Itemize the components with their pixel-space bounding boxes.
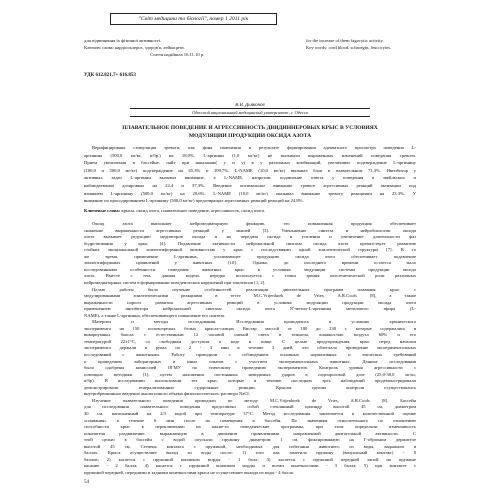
body-line: в/бр). В исследовании использовали тех крыс, которые в течение последних трех наблюдений продемонстрировали [84, 379, 416, 384]
header-rule [130, 108, 370, 109]
article-title-line: МОДУЛЯЦИИ ПРОДУКЦИИ ОКСИДА АЗОТА [188, 133, 312, 139]
body-line: этой целью в бассейн с водой опускали пружину диаметром 1 см, фиксированную на Г-образном держателе [84, 438, 416, 443]
body-line: NAME), а также L-аргинина, обеспечивающего повышение его синтеза. [84, 313, 226, 318]
body-line: эксперимента на 150 половозрелых белых крысах-самцах Вистар массой от 180 до 230 г, которые содержались в [84, 326, 416, 331]
previous-article-line-en: for the increase of them fagocytic activity. [306, 39, 384, 43]
body-line: касание - 2 балла; 4) касается с пружиной кончиком морды и всеми конечностями - 3 балла; 5) при контакте с [84, 464, 416, 469]
previous-article-keywords: Ключові слова: кардіосклероз, здоров'я, лейкоцити. [84, 46, 185, 50]
body-line: Оксид азота выполняет нейромедиаторную функцию, его повышенная продукция обеспечивает [92, 222, 416, 226]
body-line: эпилептиформных проявлений у животных [10]. Однако, до последнего времени остается мало [84, 261, 416, 266]
abstract-line: (100,0 и 500,0 мг/кг) подтверждение на 65,3% и 109,7%. L-NAME (10,0 мг/кг) вызывал блок в плавательном 71,3%. Ингибитор у [84, 168, 416, 173]
abstract-line: активных задач L-аргинин вызывал внимание, а L-NAME, напротив, подавление ответа у поведения в эвейльских и [84, 176, 416, 181]
body-line: снижение выраженности агрессивных реакций у мышей [3]. Уменьшение синтеза и нейробиологии оксида [84, 228, 416, 233]
body-line: Материал и методы исследования. Исследования проводились в условиях хронического [92, 320, 416, 325]
body-line: модулированными эпилептическими реакциями в тесте M.C.Vrijenhoek de Vries, A.R.Cools [8], а также [84, 294, 416, 299]
body-line: пружиной передней, передними и задними конечностями крыса не осуществляет выхода из воды - 4 балла. [84, 470, 294, 475]
body-line: к проведению лабораторных и иных опытов с участием экспериментальных животных. Данные исследования [84, 359, 416, 364]
body-line: нейромедиаторных систем в формировании поведенческих нарушений при эпилепсии [1, 2]. [84, 280, 266, 285]
abstract-line: наблюдаемыми дозировках на 22,4 и 37,3%. Введение оптимальное внимание тревоге агрессивных реакций активации под [84, 184, 416, 188]
body-line: бодрствования у крыс [4]. Подавление активности нейрональной синтазы оксида азота препятствует развитию [84, 241, 416, 246]
keywords-label: Ключевые слова: [84, 208, 121, 213]
body-line: показателя раздвижение, выражающую в движении проявлениями направленной двигательной активности. С [84, 431, 416, 436]
body-line: Изучение плавательного поведения проводили по методу M.C.Vrijenhoek de Vries, A.R.Cools [8]. Бассейн [92, 398, 416, 403]
udk-code: УДК 612.821.7+ 616.853 [84, 73, 136, 78]
body-line: демонстрировали генерализованные судорожные реакции. Крысам группы контроля осуществлялись [84, 385, 416, 390]
body-line: внутрибрюшинное введение аналогичного объема физиологического раствора NaCl. [84, 392, 250, 397]
body-line: эксперимента держали в руках по 2 - 3 мин в течение 3 дней, что облегчало проведение экспериментальных [84, 346, 416, 351]
article-authors: В.В. Дьяконов [235, 103, 265, 108]
body-line: стойких эмоциональной эпилептиформной активностью у крыс с последствиями одной эпилептической структуры [7]. В то [84, 248, 416, 253]
keywords-line [84, 208, 416, 213]
body-line: было одобрены комиссией ОГМУ по этическому проведению экспериментов. Контроль уровня агрессивности с [84, 366, 416, 371]
body-line: «плавания» в течение 6 мин после их помещения в бассейн. По значениям относительного по отношению [84, 418, 416, 423]
body-line: способности крыс к переключению на какие-то поведенческие программы, при этом определяли изменчивость [84, 425, 416, 430]
author-affiliation: Одесский национальный медицинский университет, г. Одесса [192, 110, 308, 115]
body-line: азота. Вместе с тем, данная модель нередко используется с точки зрения патогенетической роли различных [84, 274, 416, 279]
body-line: высотой 45 см. Степень контакта с пружиной, необходимых для избегания животного из воды, выражали в [84, 444, 416, 449]
body-line: выраженности пороги развития агрессивных реакций в условиях модуляции продукции оксида азота [84, 300, 416, 305]
abstract-line: влиянием L-аргинину (500,0 мг/кг) на 29,6%. L-NAME (10,0 мг/кг) оказывал внимание тревогу реакциями на 23,3%. У [84, 191, 416, 196]
body-line: Целью работы было изучение особенностей реализации двигательных программ плавания крыс с [92, 287, 416, 292]
abstract-line: аргинина (500,0 мг/кг, в/бр.) на 18,0%. L-аргинин (1,0 мг/кг) не вызывали выраженных изменений поведения тревоги. [84, 153, 416, 158]
body-line: вивариумных боксах с естественным 12 часовой сменой света и темноты, влажностью воздуха 60% и его [84, 333, 416, 338]
body-line: применением ингибитора нейрональной синтазы оксида азота N'-метил-L-аргинина метилового эфира (L- [84, 307, 416, 312]
body-line: исследованными особенности поведения животных крыс в условиях модуляции системы продукции оксида [84, 267, 416, 272]
running-head: "Світ медицини та біології", номер 1 2011 рік [110, 13, 277, 25]
body-line: азота вызывает редукцию медиаторов оксида и их передача оксида и усиления и увеличение длительности фаз [84, 235, 416, 240]
body-line: исследований с животными. Работу проводили с соблюдением основных нормативных и этических требований [84, 353, 416, 357]
body-line: температурой 22±1°С, со свободным доступом к воде и пище. С целью предупреждения, крыс перед началом [84, 339, 416, 344]
body-line: же время, применение L-аргинина, усиливающее продукцию оксида азота обеспечивает подавление [84, 254, 416, 259]
keywords-text: крысы, оксид азота, плавательное поведение, агрессивность, оксид азота. [120, 208, 266, 213]
body-line: для исследования плавательного поведения представлял собой стеклянный цилиндр высотой 45 см, диаметром [84, 405, 416, 410]
previous-article-line: для підвищення їх фізичної активності. [84, 39, 162, 43]
body-line: помощью методики [1], путем наложения постоянных невидимых ударов в подпороговой дозе (25,0-30,0 мг/кг, [84, 372, 416, 377]
body-line: баллах. Крыса осуществляет выход из воды после: 1) того как заметила пружину (визуальный контакт) - 0 [84, 451, 416, 456]
article-title-line: ПЛАВАТЕЛЬНОЕ ПОВЕДЕНИЕ И АГРЕССИВНОСТЬ ДВИДИННЕРОВЫХ КРЫС В УСЛОВИЯХ [122, 125, 378, 131]
previous-article-received: Стаття надійшла 16.11.10 р. [150, 53, 205, 57]
previous-article-keywords-en: Key words: cord blood, schroegin, leucocytes. [306, 46, 392, 50]
page-number: 54 [84, 480, 89, 485]
abstract-line: Прием увеличения в бассейне, пайт при наказании( у и у) в у различных комбинаций, увеличивал подтверждение L-аргинину [84, 161, 416, 166]
body-line: 30 см, наполненный на 2/3 водой при температуре 37°С. Метод исследования заключается в количественной оценке [84, 411, 416, 416]
abstract-line: Верифицирована стимуляция тревоги, как фона изменения в результате формирования адекватного просмотра поведения L- [92, 146, 416, 150]
body-line: баллов; 2) касается с пружиной кончиком морды - 1 балл; 3) касается с пружиной передней лапой на пружине [84, 457, 416, 462]
abstract-line: внимание по просодированием L-аргинину (500,0 мг/кг) предотвращал агрессивных реакций реакций на 24,8%. [84, 199, 304, 204]
header-rule [130, 116, 370, 117]
